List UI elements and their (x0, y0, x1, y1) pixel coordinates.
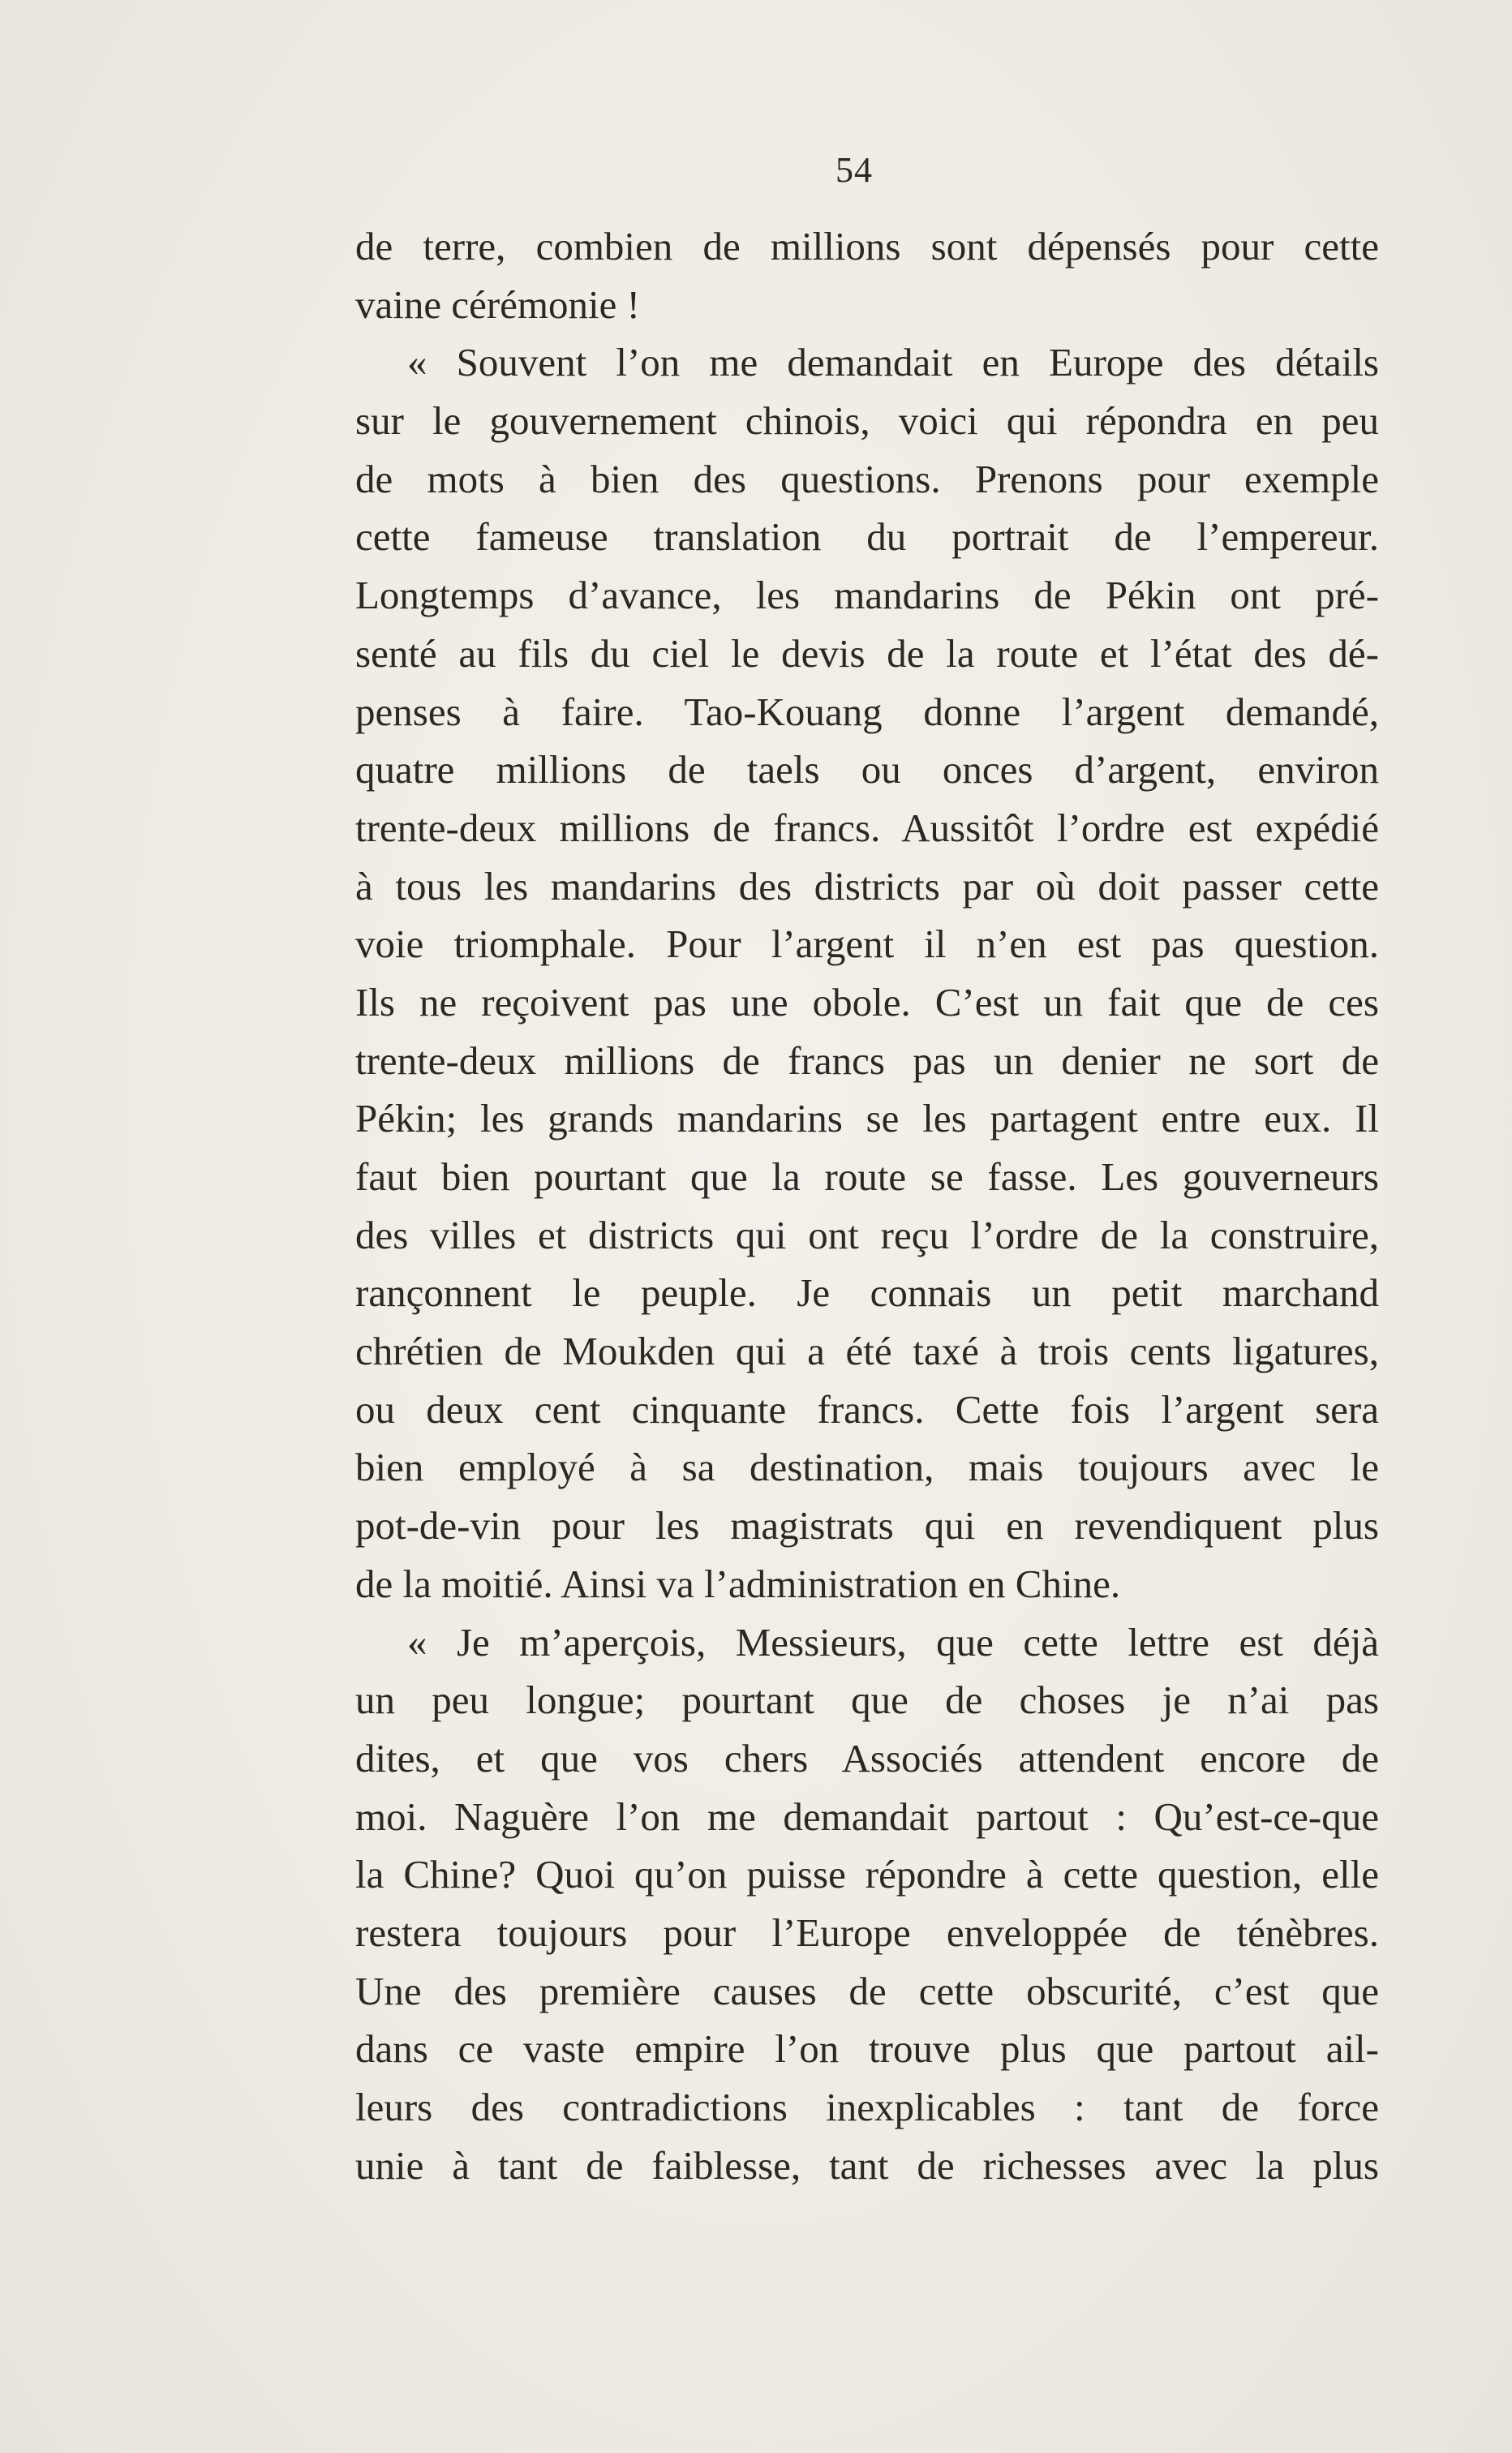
text-line: Longtemps d’avance, les mandarins de Pékin ont pré- (355, 573, 1379, 618)
text-line: « Je m’aperçois, Messieurs, que cette lettre est déjà (407, 1619, 1379, 1665)
text-line: voie triomphale. Pour l’argent il n’en est pas question. (355, 921, 1379, 967)
text-line: leurs des contradictions inexplicables : tant de force (355, 2085, 1379, 2129)
text-line: bien employé à sa destination, mais toujours avec le (355, 1445, 1379, 1490)
text-line: de terre, combien de millions sont dépensés pour cette (355, 224, 1379, 268)
text-line: vaine cérémonie ! (355, 281, 640, 327)
text-line: un peu longue; pourtant que de choses je n’ai pas (355, 1678, 1379, 1723)
text-line: quatre millions de taels ou onces d’argent, environ (355, 747, 1379, 793)
text-line: Pékin; les grands mandarins se les partagent entre eux. Il (355, 1096, 1379, 1141)
text-line: la Chine? Quoi qu’on puisse répondre à cette question, elle (355, 1852, 1379, 1897)
text-line: dans ce vaste empire l’on trouve plus que partout ail- (355, 2026, 1379, 2072)
text-line: dites, et que vos chers Associés attendent encore de (355, 1735, 1379, 1781)
text-line: moi. Naguère l’on me demandait partout : Qu’est-ce-que (355, 1794, 1379, 1839)
text-line: rançonnent le peuple. Je connais un petit marchand (355, 1270, 1379, 1316)
page-number: 54 (835, 150, 873, 190)
text-line: trente-deux millions de francs pas un denier ne sort de (355, 1037, 1379, 1083)
text-line: « Souvent l’on me demandait en Europe des détails (407, 340, 1379, 385)
text-line: sur le gouvernement chinois, voici qui répondra en peu (355, 398, 1379, 444)
text-line: Ils ne reçoivent pas une obole. C’est un fait que de ces (355, 979, 1379, 1025)
text-line: restera toujours pour l’Europe enveloppée de ténèbres. (355, 1910, 1379, 1955)
text-line: senté au fils du ciel le devis de la route et l’état des dé- (355, 630, 1379, 676)
body-text (355, 217, 1379, 2194)
text-line: cette fameuse translation du portrait de l’empereur. (355, 514, 1379, 560)
text-line: penses à faire. Tao-Kouang donne l’argent demandé, (355, 689, 1379, 734)
text-line: des villes et districts qui ont reçu l’ordre de la construire, (355, 1212, 1379, 1257)
text-line: faut bien pourtant que la route se fasse. Les gouverneurs (355, 1154, 1379, 1199)
text-line: ou deux cent cinquante francs. Cette fois l’argent sera (355, 1386, 1379, 1432)
text-line: de la moitié. Ainsi va l’administration en Chine. (355, 1561, 1121, 1606)
text-line: unie à tant de faiblesse, tant de richesses avec la plus (355, 2142, 1379, 2188)
text-line: trente-deux millions de francs. Aussitôt l’ordre est expédié (355, 805, 1379, 850)
text-line: chrétien de Moukden qui a été taxé à trois cents ligatures, (355, 1329, 1379, 1374)
text-line: pot-de-vin pour les magistrats qui en revendiquent plus (355, 1503, 1379, 1549)
text-line: Une des première causes de cette obscurité, c’est que (355, 1968, 1379, 2013)
text-line: de mots à bien des questions. Prenons pour exemple (355, 456, 1379, 501)
text-line: à tous les mandarins des districts par où doit passer cette (355, 863, 1379, 909)
